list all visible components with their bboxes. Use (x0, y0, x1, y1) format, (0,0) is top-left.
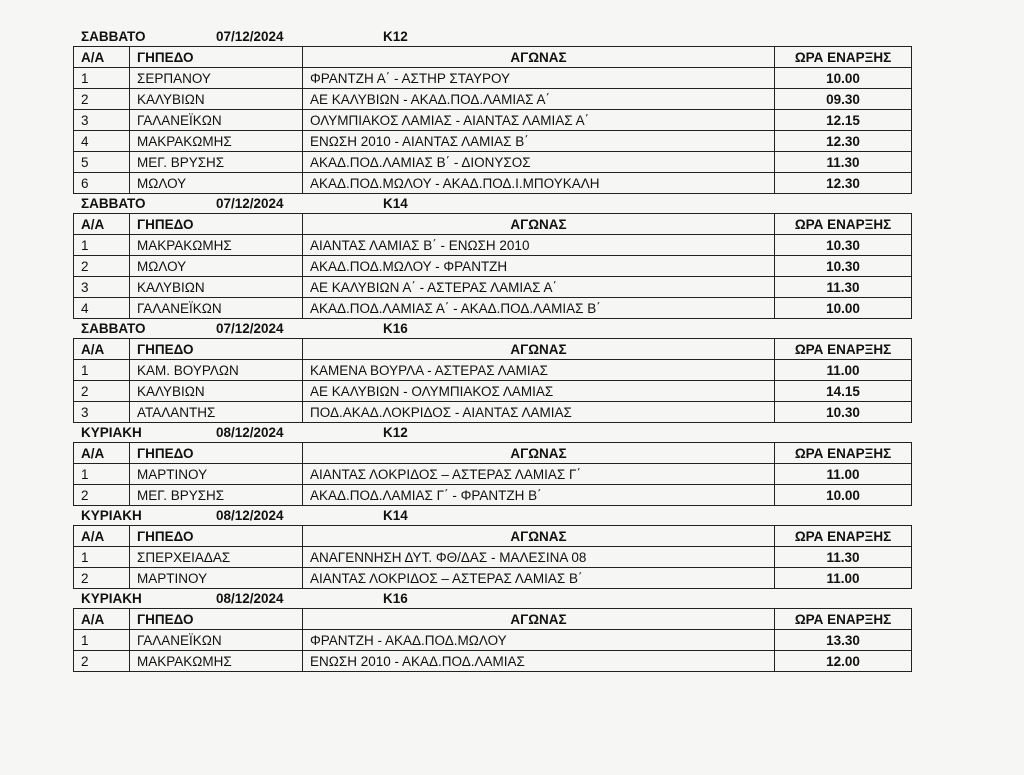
row-match: ΠΟΔ.ΑΚΑΔ.ΛΟΚΡΙΔΟΣ - ΑΙΑΝΤΑΣ ΛΑΜΙΑΣ (303, 402, 775, 423)
row-field: ΜΑΡΤΙΝΟΥ (130, 464, 303, 485)
row-number: 4 (74, 131, 130, 152)
section-date: 08/12/2024 (216, 425, 284, 440)
matches-table (73, 525, 912, 589)
row-number: 3 (74, 110, 130, 131)
schedule-section (73, 423, 911, 506)
row-number: 1 (74, 235, 130, 256)
row-number: 6 (74, 173, 130, 194)
header-time: ΩΡΑ ΕΝΑΡΞΗΣ (775, 443, 912, 464)
row-match: ΑΚΑΔ.ΠΟΔ.ΛΑΜΙΑΣ Α΄ - ΑΚΑΔ.ΠΟΔ.ΛΑΜΙΑΣ Β΄ (303, 298, 775, 319)
section-header (73, 423, 911, 442)
section-category: Κ14 (383, 196, 408, 211)
table-row (74, 68, 912, 89)
row-field: ΣΠΕΡΧΕΙΑΔΑΣ (130, 547, 303, 568)
header-time: ΩΡΑ ΕΝΑΡΞΗΣ (775, 47, 912, 68)
row-number: 3 (74, 402, 130, 423)
table-row (74, 173, 912, 194)
header-match: ΑΓΩΝΑΣ (303, 339, 775, 360)
schedule-section (73, 194, 911, 319)
row-field: ΣΕΡΠΑΝΟΥ (130, 68, 303, 89)
header-field: ΓΗΠΕΔΟ (130, 214, 303, 235)
header-time: ΩΡΑ ΕΝΑΡΞΗΣ (775, 214, 912, 235)
row-time: 12.00 (775, 651, 912, 672)
schedule-section (73, 27, 911, 194)
row-number: 3 (74, 277, 130, 298)
row-match: ΦΡΑΝΤΖΗ Α΄ - ΑΣΤΗΡ ΣΤΑΥΡΟΥ (303, 68, 775, 89)
row-number: 4 (74, 298, 130, 319)
row-field: ΓΑΛΑΝΕΪΚΩΝ (130, 110, 303, 131)
row-time: 14.15 (775, 381, 912, 402)
row-match: ΟΛΥΜΠΙΑΚΟΣ ΛΑΜΙΑΣ - ΑΙΑΝΤΑΣ ΛΑΜΙΑΣ Α΄ (303, 110, 775, 131)
header-field: ΓΗΠΕΔΟ (130, 339, 303, 360)
row-number: 1 (74, 630, 130, 651)
row-number: 2 (74, 568, 130, 589)
header-match: ΑΓΩΝΑΣ (303, 214, 775, 235)
header-aa: Α/Α (74, 609, 130, 630)
header-match: ΑΓΩΝΑΣ (303, 47, 775, 68)
row-field: ΚΑΛΥΒΙΩΝ (130, 277, 303, 298)
row-match: ΑΚΑΔ.ΠΟΔ.ΛΑΜΙΑΣ Β΄ - ΔΙΟΝΥΣΟΣ (303, 152, 775, 173)
row-field: ΜΑΚΡΑΚΩΜΗΣ (130, 235, 303, 256)
row-field: ΚΑΛΥΒΙΩΝ (130, 381, 303, 402)
table-row (74, 110, 912, 131)
row-time: 11.00 (775, 360, 912, 381)
row-time: 11.30 (775, 152, 912, 173)
row-time: 11.30 (775, 277, 912, 298)
header-match: ΑΓΩΝΑΣ (303, 526, 775, 547)
row-match: ΑΙΑΝΤΑΣ ΛΑΜΙΑΣ Β΄ - ΕΝΩΣΗ 2010 (303, 235, 775, 256)
row-time: 09.30 (775, 89, 912, 110)
row-field: ΜΑΡΤΙΝΟΥ (130, 568, 303, 589)
section-header (73, 589, 911, 608)
row-match: ΑΕ ΚΑΛΥΒΙΩΝ - ΑΚΑΔ.ΠΟΔ.ΛΑΜΙΑΣ Α΄ (303, 89, 775, 110)
row-number: 2 (74, 89, 130, 110)
schedule-section (73, 319, 911, 423)
section-date: 07/12/2024 (216, 29, 284, 44)
section-header (73, 319, 911, 338)
row-number: 2 (74, 651, 130, 672)
header-aa: Α/Α (74, 443, 130, 464)
row-match: ΚΑΜΕΝΑ ΒΟΥΡΛΑ - ΑΣΤΕΡΑΣ ΛΑΜΙΑΣ (303, 360, 775, 381)
row-number: 2 (74, 485, 130, 506)
row-time: 10.00 (775, 298, 912, 319)
section-category: Κ12 (383, 425, 408, 440)
header-field: ΓΗΠΕΔΟ (130, 609, 303, 630)
row-time: 12.15 (775, 110, 912, 131)
section-header (73, 194, 911, 213)
table-row (74, 630, 912, 651)
row-field: ΑΤΑΛΑΝΤΗΣ (130, 402, 303, 423)
row-time: 10.00 (775, 68, 912, 89)
section-date: 07/12/2024 (216, 196, 284, 211)
row-time: 11.00 (775, 568, 912, 589)
row-field: ΜΑΚΡΑΚΩΜΗΣ (130, 651, 303, 672)
section-day: ΣΑΒΒΑΤΟ (81, 29, 146, 44)
header-aa: Α/Α (74, 526, 130, 547)
schedule-document (73, 27, 911, 672)
matches-table (73, 608, 912, 672)
row-match: ΑΙΑΝΤΑΣ ΛΟΚΡΙΔΟΣ – ΑΣΤΕΡΑΣ ΛΑΜΙΑΣ Β΄ (303, 568, 775, 589)
row-time: 12.30 (775, 173, 912, 194)
row-time: 10.00 (775, 485, 912, 506)
row-number: 2 (74, 381, 130, 402)
row-match: ΑΙΑΝΤΑΣ ΛΟΚΡΙΔΟΣ – ΑΣΤΕΡΑΣ ΛΑΜΙΑΣ Γ΄ (303, 464, 775, 485)
row-time: 11.00 (775, 464, 912, 485)
row-time: 13.30 (775, 630, 912, 651)
row-match: ΕΝΩΣΗ 2010 - ΑΚΑΔ.ΠΟΔ.ΛΑΜΙΑΣ (303, 651, 775, 672)
table-row (74, 464, 912, 485)
row-time: 10.30 (775, 402, 912, 423)
matches-table (73, 338, 912, 423)
row-time: 10.30 (775, 235, 912, 256)
section-day: ΣΑΒΒΑΤΟ (81, 196, 146, 211)
row-number: 2 (74, 256, 130, 277)
table-row (74, 651, 912, 672)
row-number: 1 (74, 68, 130, 89)
table-row (74, 89, 912, 110)
section-day: ΣΑΒΒΑΤΟ (81, 321, 146, 336)
row-field: ΜΕΓ. ΒΡΥΣΗΣ (130, 152, 303, 173)
table-row (74, 298, 912, 319)
row-field: ΓΑΛΑΝΕΪΚΩΝ (130, 298, 303, 319)
table-row (74, 381, 912, 402)
section-category: Κ14 (383, 508, 408, 523)
section-date: 08/12/2024 (216, 591, 284, 606)
schedule-section (73, 506, 911, 589)
table-header-row (74, 47, 912, 68)
table-row (74, 547, 912, 568)
row-field: ΚΑΛΥΒΙΩΝ (130, 89, 303, 110)
header-time: ΩΡΑ ΕΝΑΡΞΗΣ (775, 339, 912, 360)
row-match: ΑΚΑΔ.ΠΟΔ.ΜΩΛΟΥ - ΦΡΑΝΤΖΗ (303, 256, 775, 277)
table-row (74, 360, 912, 381)
header-field: ΓΗΠΕΔΟ (130, 526, 303, 547)
row-field: ΜΑΚΡΑΚΩΜΗΣ (130, 131, 303, 152)
row-field: ΜΩΛΟΥ (130, 256, 303, 277)
section-date: 08/12/2024 (216, 508, 284, 523)
row-field: ΜΩΛΟΥ (130, 173, 303, 194)
row-field: ΓΑΛΑΝΕΪΚΩΝ (130, 630, 303, 651)
header-field: ΓΗΠΕΔΟ (130, 47, 303, 68)
table-header-row (74, 339, 912, 360)
row-time: 11.30 (775, 547, 912, 568)
row-match: ΑΕ ΚΑΛΥΒΙΩΝ Α΄ - ΑΣΤΕΡΑΣ ΛΑΜΙΑΣ Α΄ (303, 277, 775, 298)
header-aa: Α/Α (74, 214, 130, 235)
section-category: Κ16 (383, 591, 408, 606)
row-match: ΑΚΑΔ.ΠΟΔ.ΜΩΛΟΥ - ΑΚΑΔ.ΠΟΔ.Ι.ΜΠΟΥΚΑΛΗ (303, 173, 775, 194)
header-field: ΓΗΠΕΔΟ (130, 443, 303, 464)
matches-table (73, 442, 912, 506)
table-header-row (74, 609, 912, 630)
row-field: ΜΕΓ. ΒΡΥΣΗΣ (130, 485, 303, 506)
section-day: ΚΥΡΙΑΚΗ (81, 591, 142, 606)
section-date: 07/12/2024 (216, 321, 284, 336)
table-row (74, 256, 912, 277)
header-match: ΑΓΩΝΑΣ (303, 443, 775, 464)
section-day: ΚΥΡΙΑΚΗ (81, 508, 142, 523)
row-time: 12.30 (775, 131, 912, 152)
header-aa: Α/Α (74, 339, 130, 360)
row-time: 10.30 (775, 256, 912, 277)
matches-table (73, 46, 912, 194)
table-row (74, 485, 912, 506)
header-aa: Α/Α (74, 47, 130, 68)
section-category: Κ12 (383, 29, 408, 44)
row-match: ΑΚΑΔ.ΠΟΔ.ΛΑΜΙΑΣ Γ΄ - ΦΡΑΝΤΖΗ Β΄ (303, 485, 775, 506)
table-header-row (74, 526, 912, 547)
row-number: 1 (74, 464, 130, 485)
row-match: ΑΕ ΚΑΛΥΒΙΩΝ - ΟΛΥΜΠΙΑΚΟΣ ΛΑΜΙΑΣ (303, 381, 775, 402)
table-row (74, 131, 912, 152)
section-header (73, 27, 911, 46)
matches-table (73, 213, 912, 319)
header-time: ΩΡΑ ΕΝΑΡΞΗΣ (775, 526, 912, 547)
row-field: ΚΑΜ. ΒΟΥΡΛΩΝ (130, 360, 303, 381)
row-match: ΦΡΑΝΤΖΗ - ΑΚΑΔ.ΠΟΔ.ΜΩΛΟΥ (303, 630, 775, 651)
row-number: 1 (74, 547, 130, 568)
table-row (74, 152, 912, 173)
schedule-section (73, 589, 911, 672)
section-header (73, 506, 911, 525)
row-match: ΑΝΑΓΕΝΝΗΣΗ ΔΥΤ. ΦΘ/ΔΑΣ - ΜΑΛΕΣΙΝΑ 08 (303, 547, 775, 568)
row-number: 1 (74, 360, 130, 381)
section-day: ΚΥΡΙΑΚΗ (81, 425, 142, 440)
section-category: Κ16 (383, 321, 408, 336)
row-number: 5 (74, 152, 130, 173)
table-header-row (74, 214, 912, 235)
header-time: ΩΡΑ ΕΝΑΡΞΗΣ (775, 609, 912, 630)
table-header-row (74, 443, 912, 464)
header-match: ΑΓΩΝΑΣ (303, 609, 775, 630)
table-row (74, 277, 912, 298)
row-match: ΕΝΩΣΗ 2010 - ΑΙΑΝΤΑΣ ΛΑΜΙΑΣ Β΄ (303, 131, 775, 152)
table-row (74, 402, 912, 423)
table-row (74, 235, 912, 256)
table-row (74, 568, 912, 589)
